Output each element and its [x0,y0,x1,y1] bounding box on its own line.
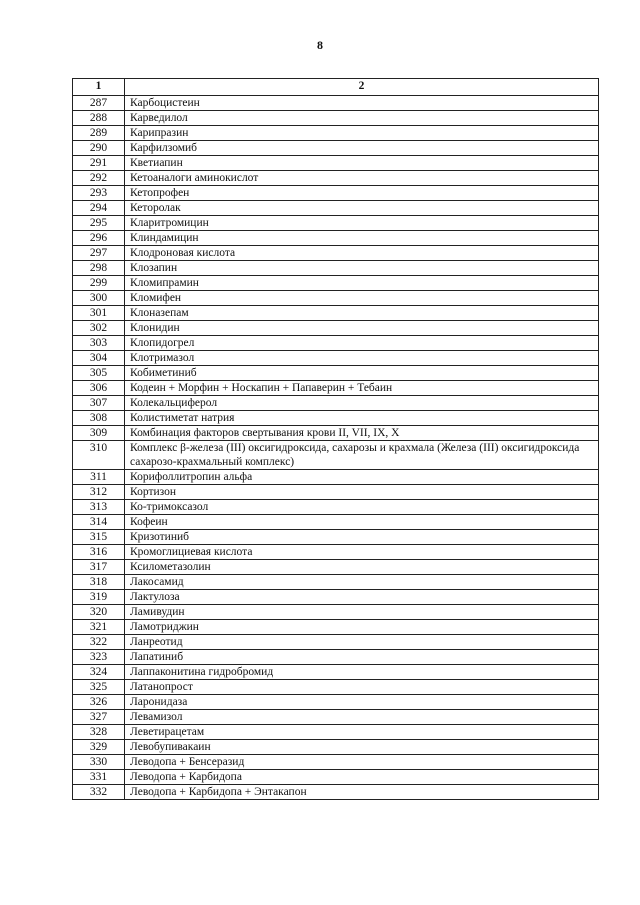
row-number: 300 [73,291,125,306]
row-number: 308 [73,411,125,426]
row-number: 288 [73,111,125,126]
drug-name: Клоназепам [125,306,599,321]
row-number: 293 [73,186,125,201]
table-row [73,605,599,620]
table-row [73,231,599,246]
row-number: 310 [73,441,125,470]
table-row [73,201,599,216]
table-row [73,650,599,665]
table-row [73,620,599,635]
drug-name: Кетоаналоги аминокислот [125,171,599,186]
drug-name: Клозапин [125,261,599,276]
drug-name: Корифоллитропин альфа [125,470,599,485]
page-number: 8 [317,38,323,52]
drug-name: Ламотриджин [125,620,599,635]
table-row [73,381,599,396]
drug-name: Колекальциферол [125,396,599,411]
row-number: 305 [73,366,125,381]
row-number: 302 [73,321,125,336]
row-number: 307 [73,396,125,411]
row-number: 320 [73,605,125,620]
drug-name: Карбоцистеин [125,96,599,111]
table-row [73,500,599,515]
table-row [73,770,599,785]
drug-name: Карфилзомиб [125,141,599,156]
table-row [73,171,599,186]
drug-name: Колистиметат натрия [125,411,599,426]
drug-name: Кризотиниб [125,530,599,545]
column-header-name: 2 [125,79,599,96]
row-number: 330 [73,755,125,770]
table-row [73,695,599,710]
table-row [73,755,599,770]
drug-name: Комбинация факторов свертывания крови II, VII, IX, X [125,426,599,441]
drug-name: Клодроновая кислота [125,246,599,261]
drug-name: Кортизон [125,485,599,500]
row-number: 324 [73,665,125,680]
row-number: 312 [73,485,125,500]
drug-name: Ко-тримоксазол [125,500,599,515]
drug-name: Кветиапин [125,156,599,171]
row-number: 317 [73,560,125,575]
row-number: 331 [73,770,125,785]
row-number: 311 [73,470,125,485]
table-row [73,725,599,740]
table-row [73,426,599,441]
drug-name: Кломипрамин [125,276,599,291]
drug-name: Леводопа + Карбидопа + Энтакапон [125,785,599,800]
table-row [73,111,599,126]
drug-name: Карипразин [125,126,599,141]
table-row [73,785,599,800]
row-number: 303 [73,336,125,351]
drug-name: Комплекс β-железа (III) оксигидроксида, сахарозы и крахмала (Железа (III) оксигидроксида сахарозо-крахмальный комплекс) [125,441,599,470]
drug-name: Ларонидаза [125,695,599,710]
table-row [73,141,599,156]
table-row [73,545,599,560]
table-row [73,366,599,381]
row-number: 314 [73,515,125,530]
table-row [73,96,599,111]
table-row [73,575,599,590]
row-number: 306 [73,381,125,396]
row-number: 315 [73,530,125,545]
row-number: 326 [73,695,125,710]
row-number: 327 [73,710,125,725]
drug-name: Кодеин + Морфин + Носкапин + Папаверин + Тебаин [125,381,599,396]
table-row [73,396,599,411]
drug-name: Лакосамид [125,575,599,590]
table-row [73,351,599,366]
row-number: 289 [73,126,125,141]
drug-name: Лапатиниб [125,650,599,665]
table-header-row [73,79,599,96]
drug-name: Ксилометазолин [125,560,599,575]
drug-name: Кломифен [125,291,599,306]
table-row [73,321,599,336]
table-row [73,246,599,261]
row-number: 292 [73,171,125,186]
table-row [73,216,599,231]
row-number: 328 [73,725,125,740]
drug-name: Карведилол [125,111,599,126]
row-number: 319 [73,590,125,605]
drug-name: Леводопа + Карбидопа [125,770,599,785]
row-number: 304 [73,351,125,366]
table-row [73,291,599,306]
row-number: 298 [73,261,125,276]
drug-name: Леводопа + Бенсеразид [125,755,599,770]
row-number: 322 [73,635,125,650]
table-body [73,96,599,800]
table-row [73,186,599,201]
row-number: 323 [73,650,125,665]
drug-name: Кларитромицин [125,216,599,231]
table-row [73,635,599,650]
table-row [73,515,599,530]
column-header-number: 1 [73,79,125,96]
row-number: 329 [73,740,125,755]
drug-name: Кобиметиниб [125,366,599,381]
table-row [73,126,599,141]
row-number: 296 [73,231,125,246]
table-row [73,306,599,321]
table-row [73,485,599,500]
row-number: 295 [73,216,125,231]
table-row [73,156,599,171]
drug-name: Кофеин [125,515,599,530]
table-row [73,680,599,695]
row-number: 313 [73,500,125,515]
row-number: 290 [73,141,125,156]
table-row [73,710,599,725]
drug-name: Лаппаконитина гидробромид [125,665,599,680]
row-number: 301 [73,306,125,321]
drug-name: Клотримазол [125,351,599,366]
drug-list-table [72,78,599,800]
row-number: 309 [73,426,125,441]
row-number: 287 [73,96,125,111]
row-number: 325 [73,680,125,695]
row-number: 299 [73,276,125,291]
drug-name: Кеторолак [125,201,599,216]
row-number: 291 [73,156,125,171]
table-row [73,411,599,426]
table-row [73,276,599,291]
table-row [73,470,599,485]
table-row [73,665,599,680]
drug-name: Левамизол [125,710,599,725]
table-row [73,530,599,545]
row-number: 297 [73,246,125,261]
drug-name: Клонидин [125,321,599,336]
row-number: 316 [73,545,125,560]
drug-name: Клопидогрел [125,336,599,351]
drug-name: Кромоглициевая кислота [125,545,599,560]
table-row [73,261,599,276]
row-number: 332 [73,785,125,800]
row-number: 321 [73,620,125,635]
row-number: 318 [73,575,125,590]
table-row [73,740,599,755]
drug-name: Левобупивакаин [125,740,599,755]
drug-name: Ламивудин [125,605,599,620]
table-row [73,336,599,351]
drug-name: Кетопрофен [125,186,599,201]
drug-name: Ланреотид [125,635,599,650]
row-number: 294 [73,201,125,216]
drug-name: Клиндамицин [125,231,599,246]
drug-name: Леветирацетам [125,725,599,740]
table-row [73,441,599,470]
table-row [73,590,599,605]
table-row [73,560,599,575]
drug-name: Латанопрост [125,680,599,695]
drug-name: Лактулоза [125,590,599,605]
